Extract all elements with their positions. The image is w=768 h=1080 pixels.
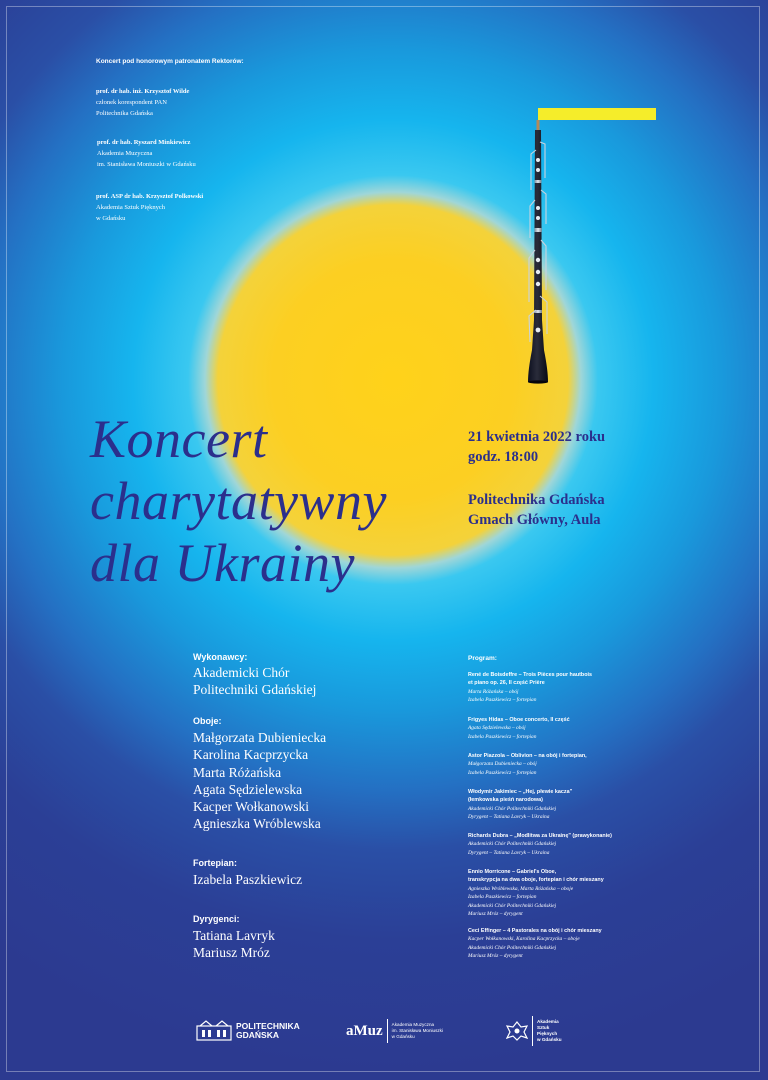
conductor: Mariusz Mróz bbox=[193, 945, 270, 961]
venue-line: Politechnika Gdańska bbox=[468, 492, 605, 508]
oboist: Agnieszka Wróblewska bbox=[193, 816, 321, 832]
event-venue bbox=[468, 490, 605, 530]
program-performer: Marta Różańska – obój bbox=[468, 688, 519, 695]
program-title: (łemkowska pieśń narodowa) bbox=[468, 797, 543, 804]
program-item bbox=[468, 752, 648, 777]
program-performer: Mariusz Mróz – dyrygent bbox=[468, 911, 523, 918]
program-item bbox=[468, 832, 648, 857]
program-performer: Akademicki Chór Politechniki Gdańskiej bbox=[468, 805, 557, 812]
patron-affiliation: Akademia Sztuk Pięknych bbox=[96, 204, 165, 211]
patron-affiliation: Akademia Muzyczna bbox=[97, 150, 153, 157]
patron-affiliation: im. Stanisława Moniuszki w Gdańsku bbox=[97, 161, 196, 168]
patron-1 bbox=[96, 86, 189, 119]
conductors-list bbox=[193, 927, 275, 962]
program-performer: Akademicki Chór Politechniki Gdańskiej bbox=[468, 944, 557, 951]
program-title: et piano op. 26, II część Prière bbox=[468, 680, 545, 687]
performers-list bbox=[193, 664, 316, 699]
program-heading: Program: bbox=[468, 655, 497, 662]
program-performer: Agata Sędzielewska – obój bbox=[468, 725, 526, 732]
program-title: Włodymir Jakimiec – „Hej, płewie kacza" bbox=[468, 789, 573, 795]
performers-heading: Wykonawcy: bbox=[193, 652, 248, 662]
program-performer: Agnieszka Wróblewska, Marta Różańska – oboje bbox=[468, 885, 574, 892]
program-title: Ceci Effinger – 4 Pastorales na obój i chór mieszany bbox=[468, 928, 602, 934]
patron-name: prof. dr hab. inż. Krzysztof Wilde bbox=[96, 88, 190, 95]
oboist: Agata Sędzielewska bbox=[193, 781, 303, 797]
amuz-line: Akademia Muzyczna bbox=[391, 1022, 435, 1027]
patron-affiliation: w Gdańsku bbox=[96, 215, 126, 222]
program-item bbox=[468, 868, 648, 918]
program-title: Ennio Morricone – Gabriel's Oboe, bbox=[468, 869, 557, 875]
program-performer: Izabela Paszkiewicz – fortepian bbox=[468, 894, 537, 901]
politechnika-gdanska-logo bbox=[196, 1014, 300, 1048]
patron-affiliation: Politechnika Gdańska bbox=[96, 110, 153, 117]
oboist: Kacper Wołkanowski bbox=[193, 799, 310, 815]
program-performer: Akademicki Chór Politechniki Gdańskiej bbox=[468, 841, 557, 848]
program-performer: Kacper Wołkanowski, Karolina Kacprzycka – oboje bbox=[468, 936, 580, 943]
program-performer: Mariusz Mróz – dyrygent bbox=[468, 953, 523, 960]
pianist: Izabela Paszkiewicz bbox=[193, 872, 303, 887]
asp-emblem-icon bbox=[506, 1021, 528, 1041]
pg-line: POLITECHNIKA bbox=[236, 1021, 300, 1031]
asp-line: Sztuk bbox=[537, 1025, 550, 1030]
patron-name: prof. dr hab. Ryszard Minkiewicz bbox=[97, 139, 191, 146]
piano-list bbox=[193, 871, 302, 888]
event-title bbox=[90, 408, 387, 594]
pg-emblem-icon bbox=[196, 1020, 232, 1042]
patron-3 bbox=[96, 191, 203, 224]
oboist: Marta Różańska bbox=[193, 764, 282, 780]
program-title: transkrypcja na dwa oboje, fortepian i chór mieszany bbox=[468, 877, 604, 884]
patron-name: prof. ASP dr hab. Krzysztof Polkowski bbox=[96, 193, 204, 200]
program-performer: Izabela Paszkiewicz – fortepian bbox=[468, 733, 537, 740]
program-item bbox=[468, 927, 648, 961]
amuz-logo bbox=[346, 1014, 443, 1048]
program-title: Richards Dubra – „Modlitwa za Ukrainę" (prawykonanie) bbox=[468, 833, 612, 839]
title-line: Koncert bbox=[90, 409, 268, 469]
event-time: godz. 18:00 bbox=[468, 449, 539, 465]
amuz-mark: aMuz bbox=[346, 1022, 383, 1039]
patronage-heading: Koncert pod honorowym patronatem Rektorów: bbox=[96, 58, 244, 65]
program-performer: Izabela Paszkiewicz – fortepian bbox=[468, 697, 537, 704]
program-title: René de Boisdeffre – Trois Pièces pour hautbois bbox=[468, 672, 593, 678]
program-performer: Akademicki Chór Politechniki Gdańskiej bbox=[468, 902, 557, 909]
piano-heading: Fortepian: bbox=[193, 858, 237, 868]
program-performer: Izabela Paszkiewicz – fortepian bbox=[468, 769, 537, 776]
event-datetime bbox=[468, 427, 605, 467]
asp-line: Akademia bbox=[537, 1019, 559, 1024]
oboist: Małgorzata Dubieniecka bbox=[193, 730, 327, 745]
performer: Akademicki Chór bbox=[193, 665, 290, 680]
program-title: Astor Piazzola – Oblivion – na obój i fortepian, bbox=[468, 753, 587, 759]
amuz-line: w Gdańsku bbox=[391, 1034, 415, 1039]
title-line: dla Ukrainy bbox=[90, 533, 355, 593]
amuz-text bbox=[392, 1022, 443, 1040]
conductor: Tatiana Lavryk bbox=[193, 928, 275, 943]
logo-divider bbox=[532, 1016, 533, 1046]
yellow-accent-bar bbox=[538, 108, 656, 120]
patron-2 bbox=[97, 137, 196, 170]
oboe-illustration bbox=[518, 120, 558, 384]
asp-logo bbox=[506, 1014, 562, 1048]
logo-divider bbox=[387, 1019, 388, 1043]
program-title: Frigyes Hidas – Oboe concerto, II część bbox=[468, 717, 570, 723]
program-item bbox=[468, 788, 648, 822]
program-item bbox=[468, 671, 648, 705]
amuz-line: im. Stanisława Moniuszki bbox=[391, 1028, 443, 1033]
program-performer: Małgorzata Dubieniecka – obój bbox=[468, 761, 537, 768]
title-line: charytatywny bbox=[90, 471, 387, 531]
patron-affiliation: członek korespondent PAN bbox=[96, 99, 167, 106]
event-date: 21 kwietnia 2022 roku bbox=[468, 429, 606, 445]
oboist: Karolina Kacprzycka bbox=[193, 747, 309, 763]
performer: Politechniki Gdańskiej bbox=[193, 682, 317, 698]
oboes-heading: Oboje: bbox=[193, 716, 222, 726]
asp-line: Pięknych bbox=[537, 1031, 558, 1036]
conductors-heading: Dyrygenci: bbox=[193, 914, 240, 924]
pg-line: GDAŃSKA bbox=[236, 1030, 279, 1040]
program-item bbox=[468, 716, 648, 741]
asp-line: w Gdańsku bbox=[537, 1037, 562, 1042]
asp-text bbox=[537, 1019, 562, 1043]
oboes-list bbox=[193, 729, 326, 833]
venue-line: Gmach Główny, Aula bbox=[468, 512, 601, 528]
program-performer: Dyrygent – Tatiana Lavryk – Ukraina bbox=[468, 849, 550, 856]
program-performer: Dyrygent – Tatiana Lavryk – Ukraina bbox=[468, 814, 550, 821]
pg-wordmark bbox=[236, 1022, 300, 1040]
